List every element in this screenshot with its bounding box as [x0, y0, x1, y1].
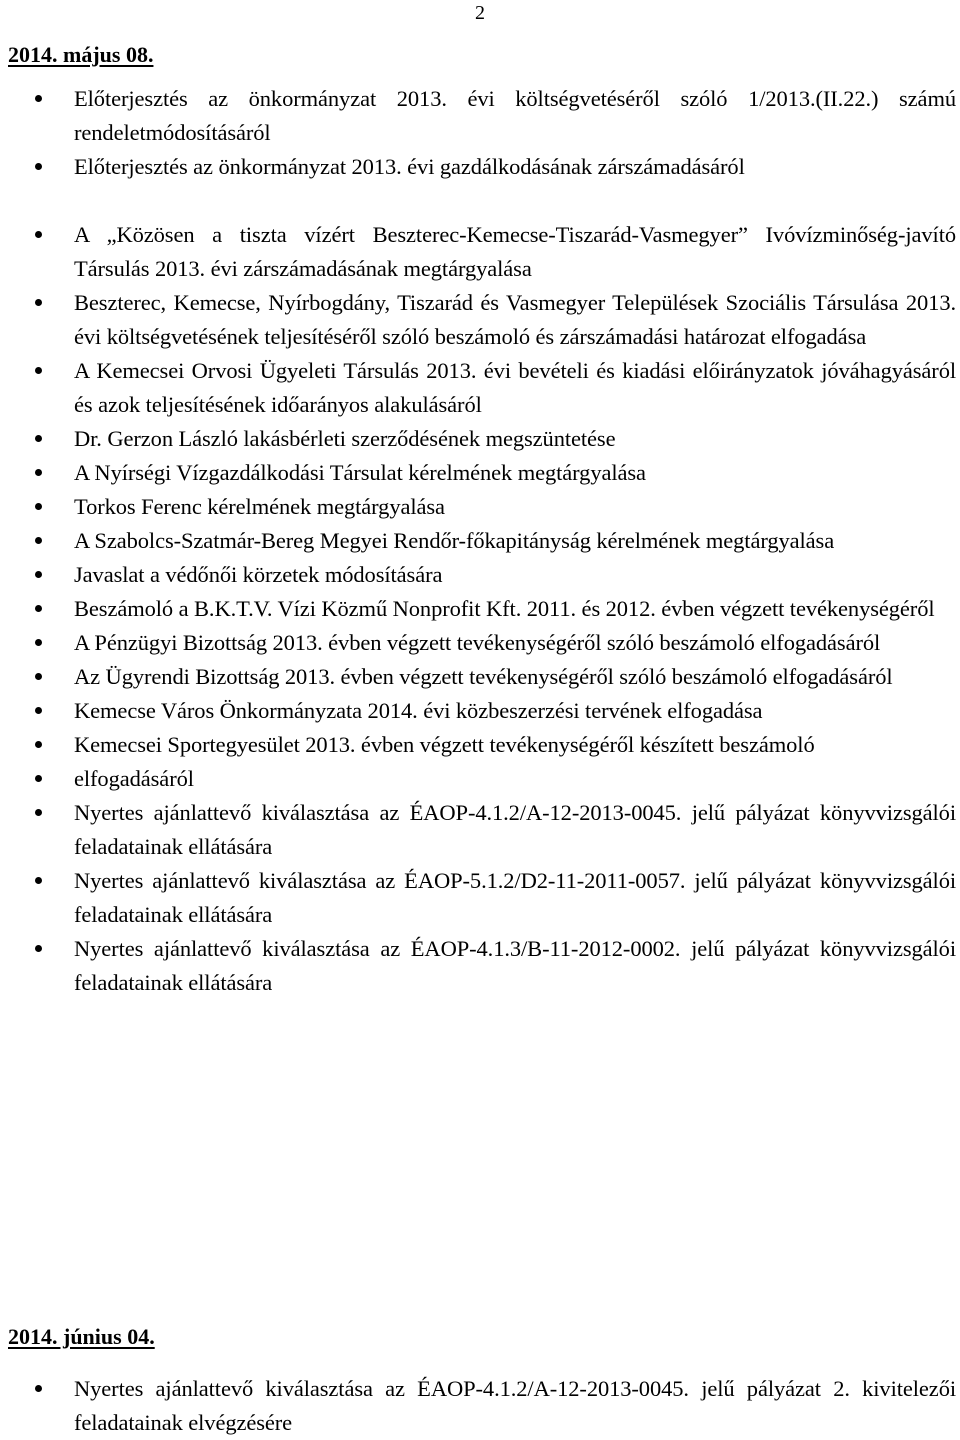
list-item: Nyertes ajánlattevő kiválasztása az ÉAOP-4.1.3/B-11-2012-0002. jelű pályázat könyvvizsgálói feladatainak ellátására	[0, 932, 956, 1000]
list-item: Az Ügyrendi Bizottság 2013. évben végzett tevékenységéről szóló beszámoló elfogadásáról	[0, 660, 956, 694]
list-item: Nyertes ajánlattevő kiválasztása az ÉAOP-5.1.2/D2-11-2011-0057. jelű pályázat könyvvizsgálói feladatainak ellátására	[0, 864, 956, 932]
list-item: Nyertes ajánlattevő kiválasztása az ÉAOP-4.1.2/A-12-2013-0045. jelű pályázat könyvvizsgálói feladatainak ellátására	[0, 796, 956, 864]
list-item: A Szabolcs-Szatmár-Bereg Megyei Rendőr-főkapitányság kérelmének megtárgyalása	[0, 524, 956, 558]
list-item: A Kemecsei Orvosi Ügyeleti Társulás 2013. évi bevételi és kiadási előirányzatok jóváhagyásáról és azok teljesítésének időarányos alakulásáról	[0, 354, 956, 422]
section-date-may: 2014. május 08.	[8, 42, 154, 67]
list-item: A „Közösen a tiszta vízért Beszterec-Kemecse-Tiszarád-Vasmegyer” Ivóvízminőség-javító Társulás 2013. évi zárszámadásának megtárgyalása	[0, 218, 956, 286]
list-item: Kemecsei Sportegyesület 2013. évben végzett tevékenységéről készített beszámoló	[0, 728, 956, 762]
list-item: Beszámoló a B.K.T.V. Vízi Közmű Nonprofit Kft. 2011. és 2012. évben végzett tevékenységéről	[0, 592, 956, 626]
agenda-list-may	[0, 82, 960, 1000]
list-item: A Nyírségi Vízgazdálkodási Társulat kérelmének megtárgyalása	[0, 456, 956, 490]
list-item: A Pénzügyi Bizottság 2013. évben végzett tevékenységéről szóló beszámoló elfogadásáról	[0, 626, 956, 660]
list-item: Előterjesztés az önkormányzat 2013. évi gazdálkodásának zárszámadásáról	[0, 150, 956, 184]
list-item: Kemecse Város Önkormányzata 2014. évi közbeszerzési tervének elfogadása	[0, 694, 956, 728]
agenda-list-june	[0, 1372, 960, 1440]
list-item: Dr. Gerzon László lakásbérleti szerződésének megszüntetése	[0, 422, 956, 456]
list-item: Torkos Ferenc kérelmének megtárgyalása	[0, 490, 956, 524]
list-item: elfogadásáról	[0, 762, 956, 796]
section-date-june: 2014. június 04.	[8, 1324, 155, 1349]
page-number: 2	[475, 2, 485, 24]
list-item: Nyertes ajánlattevő kiválasztása az ÉAOP-4.1.2/A-12-2013-0045. jelű pályázat 2. kivitelezői feladatainak elvégzésére	[0, 1372, 956, 1440]
list-item: Beszterec, Kemecse, Nyírbogdány, Tiszarád és Vasmegyer Települések Szociális Társulása 2013. évi költségvetésének teljesítéséről szóló beszámoló és zárszámadási határozat elfogadása	[0, 286, 956, 354]
list-item: Előterjesztés az önkormányzat 2013. évi költségvetéséről szóló 1/2013.(II.22.) számú rendeletmódosításáról	[0, 82, 956, 150]
list-item: Javaslat a védőnői körzetek módosítására	[0, 558, 956, 592]
